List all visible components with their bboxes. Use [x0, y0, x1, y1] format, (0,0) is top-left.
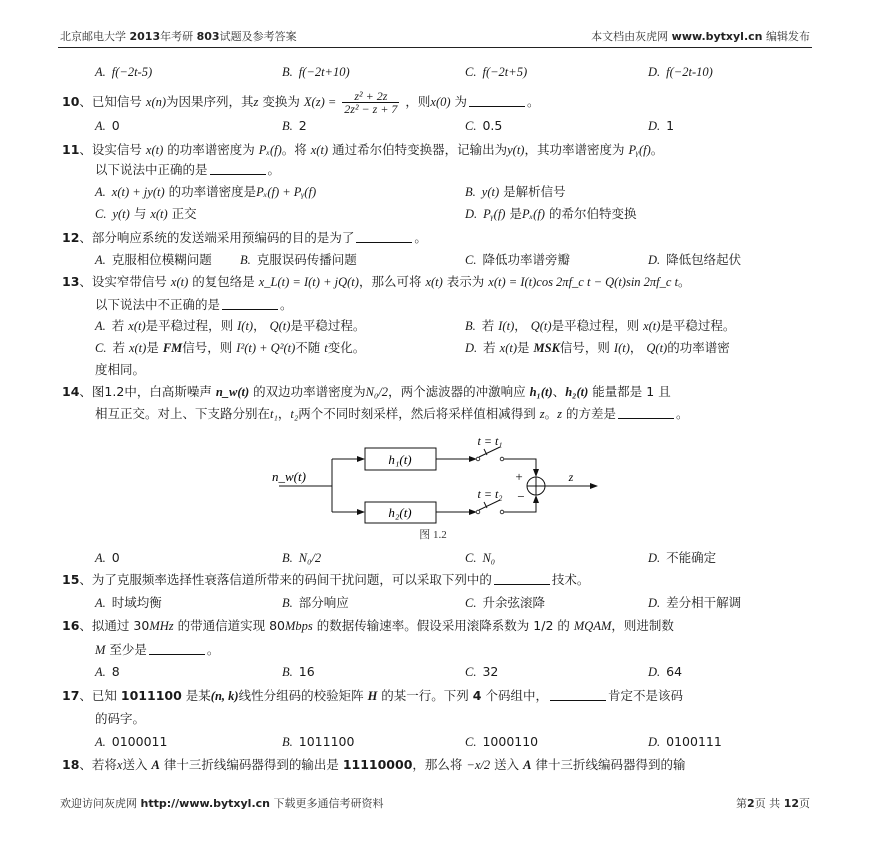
footer-url-link[interactable]: http://www.bytxyl.cn — [140, 797, 270, 810]
question-text: 送入 — [122, 757, 148, 772]
option-label: C. — [95, 207, 107, 221]
option-label: D. — [648, 596, 661, 610]
option-label: A. — [95, 596, 106, 610]
value: 4 — [472, 688, 482, 703]
question-text: 的码字。 — [95, 711, 146, 726]
question-number: 11 — [62, 142, 80, 157]
question-text: 、若将 — [79, 757, 117, 772]
option-text: 32 — [482, 664, 499, 679]
option-label: C. — [465, 735, 477, 749]
option-text: f(−2t+5) — [482, 65, 528, 79]
math-symbol: x(t) — [499, 341, 518, 355]
option-text: 0 — [111, 550, 120, 565]
value: 1/2 — [533, 618, 554, 633]
math-symbol: x(0) — [430, 95, 451, 109]
option-text: 16 — [298, 664, 315, 679]
q15-option-c — [465, 595, 545, 611]
question-text: 的复包络是 — [192, 274, 255, 289]
question-17 — [62, 688, 683, 704]
option-label: B. — [465, 185, 476, 199]
option-text: 信号，则 — [559, 340, 610, 355]
upper-switch-pivot — [476, 457, 480, 461]
question-text: 且 — [658, 384, 671, 399]
math-symbol: y(t) — [481, 185, 500, 199]
option-text: 的功率谱密 — [667, 340, 730, 355]
summer-minus-sign: − — [517, 489, 525, 504]
current-page: 2 — [747, 797, 755, 810]
option-text: 1 — [666, 118, 675, 133]
question-number: 17 — [62, 688, 80, 703]
question-text: 律十三折线编码器得到的输出是 — [163, 757, 339, 772]
option-text: 差分相干解调 — [666, 595, 742, 610]
question-18 — [62, 757, 685, 773]
option-label: D. — [465, 207, 478, 221]
question-number: 12 — [62, 230, 80, 245]
answer-blank[interactable] — [550, 688, 606, 701]
math-symbol: x(t) — [128, 319, 146, 333]
option-label: C. — [465, 119, 477, 133]
question-text: 个码组中， — [485, 688, 548, 703]
question-number: 15 — [62, 572, 80, 587]
math-symbol: n_w(t) — [215, 385, 250, 399]
question-text: 变换为 — [262, 94, 300, 109]
question-17-line-2 — [95, 711, 145, 727]
value: 80 — [269, 618, 286, 633]
output-label: z — [568, 470, 574, 484]
q15-option-b — [282, 595, 349, 611]
math-symbol: Pₓ(f) — [258, 143, 282, 157]
math-symbol: x(t) — [425, 275, 443, 289]
math-symbol: Q(t) — [269, 319, 291, 333]
option-label: B. — [282, 735, 293, 749]
question-text: 。 — [267, 162, 281, 177]
question-text: 为因果序列，其 — [166, 94, 254, 109]
code-word: 11110000 — [342, 757, 413, 772]
math-symbol: Q(t) — [646, 341, 668, 355]
option-text: 信号，则 — [182, 340, 233, 355]
option-text: ， — [253, 318, 266, 333]
option-text: 2 — [298, 118, 307, 133]
option-text: 与 — [133, 206, 147, 221]
header-exam: 年考研 — [160, 30, 194, 43]
option-label: D. — [465, 341, 478, 355]
math-symbol: MSK — [533, 341, 560, 355]
option-label: A. — [95, 253, 106, 267]
q14-option-c — [465, 550, 495, 566]
question-text: 。 — [678, 274, 691, 289]
option-label: C. — [95, 341, 107, 355]
question-text: ，两个滤波器的冲激响应 — [388, 384, 526, 399]
option-label: C. — [465, 253, 477, 267]
math-symbol: A — [523, 758, 532, 772]
option-text: 若 — [481, 318, 495, 333]
page-text: 页 — [799, 797, 810, 810]
question-text: ，那么可将 — [358, 274, 422, 289]
header-code: 803 — [196, 30, 220, 43]
question-number: 16 — [62, 618, 80, 633]
q14-option-b — [282, 550, 321, 566]
option-text: 不随 — [295, 340, 321, 355]
option-label: C. — [465, 551, 477, 565]
question-text: 、已知 — [79, 688, 117, 703]
math-symbol: t₂ — [290, 407, 299, 421]
q14-option-a — [95, 550, 120, 566]
math-symbol: z — [539, 407, 545, 421]
question-text: ，那么将 — [412, 757, 463, 772]
unit: Mbps — [285, 619, 313, 633]
option-text: N₀/2 — [298, 551, 322, 565]
question-text: 。 — [527, 94, 540, 109]
question-text: 。 — [650, 142, 664, 157]
option-text: 8 — [111, 664, 120, 679]
option-text: 是解析信号 — [503, 184, 566, 199]
option-text: 是平稳过程，则 — [145, 318, 234, 333]
question-text: ，其功率谱密度为 — [524, 142, 625, 157]
math-symbol: x(n) — [145, 95, 167, 109]
math-symbol: (n, k) — [210, 689, 239, 703]
option-text: 若 — [483, 340, 496, 355]
math-symbol: x(t) — [643, 319, 661, 333]
header-year: 2013 — [129, 30, 161, 43]
option-text: 时域均衡 — [111, 595, 162, 610]
filter-h2-label: h₂(t) — [388, 505, 412, 520]
question-16-line-2 — [95, 642, 219, 658]
question-text: 的功率谱密度为 — [167, 142, 255, 157]
footer-text: 欢迎访问灰虎网 — [60, 797, 137, 810]
option-label: A. — [95, 551, 106, 565]
math-symbol: Pᵧ(f) — [628, 143, 651, 157]
option-text: 0100011 — [111, 734, 168, 749]
math-symbol: t — [324, 341, 328, 355]
math-symbol: I(t) — [613, 341, 630, 355]
option-label: B. — [465, 319, 476, 333]
question-text: 是某 — [185, 688, 211, 703]
option-label: D. — [648, 735, 661, 749]
option-label: B. — [282, 65, 293, 79]
question-text: 为 — [454, 94, 468, 109]
question-text: 律十三折线编码器得到的输 — [535, 757, 686, 772]
option-text: 是平稳过程。 — [660, 318, 736, 333]
question-text: 1 — [646, 384, 655, 399]
question-text: ，则 — [405, 94, 431, 109]
question-text: 相互正交。对上、下支路分别在 — [95, 406, 271, 421]
question-text: 的 — [557, 618, 570, 633]
math-symbol: Pₓ(f) + Pᵧ(f) — [256, 185, 317, 199]
option-label: D. — [648, 65, 661, 79]
question-text: 的带通信道实现 — [177, 618, 266, 633]
q16-option-a — [95, 664, 120, 680]
question-text: 。 — [675, 406, 689, 421]
code-word: 1011100 — [120, 688, 182, 703]
question-text: 以下说法中不正确的是 — [95, 297, 221, 312]
question-text: 、为了克服频率选择性衰落信道所带来的码间干扰问题，可以采取下列中的 — [79, 572, 492, 587]
option-text: 是 — [517, 340, 530, 355]
question-text: 、图 — [79, 384, 105, 399]
math-symbol: h₂(t) — [565, 385, 589, 399]
header-publisher-suffix: 编辑发布 — [766, 30, 810, 43]
math-symbol: z — [557, 407, 562, 421]
math-symbol: x — [116, 758, 123, 772]
option-text: 0 — [111, 118, 120, 133]
question-text: 的数据传输速率。假设采用滚降系数为 — [316, 618, 530, 633]
option-text: ， — [629, 340, 643, 355]
math-symbol: x(t) — [170, 275, 189, 289]
option-label: B. — [282, 596, 293, 610]
lower-switch-pivot — [476, 510, 480, 514]
input-label: n_w(t) — [272, 469, 306, 484]
question-text: 、 — [552, 384, 566, 399]
math-symbol: −x/2 — [466, 758, 491, 772]
q14-option-d — [648, 550, 716, 566]
option-text: 降低包络起伏 — [666, 252, 742, 267]
lower-switch-label: t = t₂ — [477, 487, 503, 501]
option-text: f(−2t-10) — [666, 65, 713, 79]
question-number: 13 — [62, 274, 80, 289]
question-text: 。 — [414, 230, 427, 245]
footer-promo — [60, 795, 384, 811]
option-text: 64 — [666, 664, 683, 679]
option-label: B. — [282, 551, 293, 565]
q17-option-b — [282, 734, 354, 750]
q15-option-a — [95, 595, 162, 611]
option-label: A. — [95, 119, 106, 133]
page-number — [736, 795, 810, 811]
option-text: 降低功率谱旁瓣 — [482, 252, 570, 267]
math-symbol: x(t) — [310, 143, 329, 157]
page-text: 第 — [736, 797, 748, 810]
question-number: 14 — [62, 384, 80, 399]
q17-option-a — [95, 734, 167, 750]
option-text: 克服相位模糊问题 — [111, 252, 212, 267]
math-symbol: I(t) — [498, 319, 515, 333]
question-text: 、已知信号 — [79, 94, 142, 109]
question-16 — [62, 618, 674, 634]
question-text: 线性分组码的校验矩阵 — [238, 688, 364, 703]
option-label: A. — [95, 665, 106, 679]
question-text: 通过希尔伯特变换器，记输出为 — [332, 142, 508, 157]
question-text: 、部分响应系统的发送端采用预编码的目的是为了 — [79, 230, 355, 245]
header-school: 北京邮电大学 — [60, 30, 126, 43]
figure-caption: 图 1.2 — [419, 529, 447, 541]
question-text: ，则进制数 — [611, 618, 674, 633]
option-text: 是平稳过程。 — [290, 318, 366, 333]
math-symbol: H — [367, 689, 378, 703]
math-symbol: z — [253, 95, 259, 109]
question-text: 表示为 — [446, 274, 485, 289]
q17-option-c — [465, 734, 538, 750]
q16-option-c — [465, 664, 498, 680]
math-symbol: I²(t) + Q²(t) — [236, 341, 296, 355]
question-text: 以下说法中正确的是 — [95, 162, 208, 177]
math-symbol: FM — [162, 341, 183, 355]
total-pages: 12 — [783, 797, 799, 810]
option-label: D. — [648, 253, 661, 267]
option-label: C. — [465, 65, 477, 79]
option-text: 是 — [146, 340, 159, 355]
question-text: ， — [277, 406, 291, 421]
option-text: 1000110 — [482, 734, 539, 749]
math-symbol: y(t) — [507, 143, 525, 157]
q17-option-d — [648, 734, 722, 750]
unit: MHz — [149, 619, 174, 633]
question-text: 。 — [544, 406, 558, 421]
option-text: 1011100 — [298, 734, 355, 749]
math-symbol: y(t) — [112, 207, 130, 221]
question-text: 、设实窄带信号 — [79, 274, 167, 289]
option-label: A. — [95, 185, 106, 199]
option-text: 正交 — [171, 206, 197, 221]
option-text: 克服误码传播问题 — [256, 252, 357, 267]
value: 30 — [133, 618, 150, 633]
option-text: f(−2t-5) — [111, 65, 153, 79]
lower-switch-contact — [500, 510, 504, 514]
math-symbol: h₁(t) — [529, 385, 553, 399]
math-symbol: N₀/2 — [365, 385, 389, 399]
answer-blank[interactable] — [494, 572, 550, 585]
option-text: 是 — [509, 206, 522, 221]
question-text: 两个不同时刻采样，然后将采样值相减得到 — [298, 406, 536, 421]
option-label: A. — [95, 319, 106, 333]
option-text: f(−2t+10) — [298, 65, 350, 79]
math-symbol: A — [151, 758, 160, 772]
option-text: 0.5 — [482, 118, 503, 133]
option-text: 是平稳过程，则 — [551, 318, 640, 333]
header-publisher-prefix: 本文档由灰虎网 — [591, 30, 669, 43]
math-symbol: M — [95, 643, 106, 657]
option-label: D. — [648, 119, 661, 133]
math-symbol: x(t) — [150, 207, 168, 221]
math-symbol: x(t) = I(t)cos 2πf_c t − Q(t)sin 2πf_c t — [488, 275, 679, 289]
question-text: 中，白高斯噪声 — [124, 384, 212, 399]
option-label: B. — [282, 119, 293, 133]
upper-switch-label: t = t₁ — [477, 434, 503, 448]
question-text: 、设实信号 — [79, 142, 142, 157]
question-text: 、拟通过 — [79, 618, 130, 633]
option-text: 度相同。 — [95, 362, 146, 377]
question-text: 至少是 — [109, 642, 147, 657]
option-label: D. — [648, 551, 661, 565]
q15-option-d — [648, 595, 741, 611]
question-text: 。将 — [281, 142, 307, 157]
option-text: ， — [514, 318, 527, 333]
lower-switch-arm — [479, 500, 500, 510]
summer-plus-sign: + — [515, 469, 523, 484]
option-label: A. — [95, 735, 106, 749]
math-symbol: MQAM — [573, 619, 612, 633]
question-number: 18 — [62, 757, 80, 772]
footer-text: 下载更多通信考研资料 — [273, 797, 384, 810]
option-label: B. — [240, 253, 251, 267]
fraction-denominator: 2z² − z + 7 — [344, 102, 398, 116]
math-symbol: x(t) + jy(t) — [111, 185, 165, 199]
question-text: 。 — [206, 642, 220, 657]
option-text: 若 — [112, 340, 125, 355]
option-text: N₀ — [482, 551, 496, 565]
option-text: 不能确定 — [666, 550, 717, 565]
q16-option-d — [648, 664, 682, 680]
page-text: 页 共 — [754, 797, 781, 810]
question-text: 肯定不是该码 — [608, 688, 684, 703]
option-label: A. — [95, 65, 106, 79]
option-text: 的希尔伯特变换 — [548, 206, 637, 221]
option-text: 变化。 — [327, 340, 366, 355]
option-label: D. — [648, 665, 661, 679]
math-symbol: X(z) = — [303, 95, 337, 109]
answer-blank[interactable] — [149, 642, 205, 655]
question-text: 的双边功率谱密度为 — [253, 384, 366, 399]
upper-switch-contact — [500, 457, 504, 461]
figure-reference: 1.2 — [104, 384, 125, 399]
question-text: 。 — [280, 297, 293, 312]
upper-switch-arm — [479, 447, 500, 457]
filter-h1-label: h₁(t) — [388, 452, 412, 467]
option-text: 若 — [111, 318, 125, 333]
option-text: 部分响应 — [298, 595, 349, 610]
math-symbol: Pᵧ(f) — [483, 207, 506, 221]
math-symbol: Q(t) — [530, 319, 552, 333]
math-symbol: x(t) — [145, 143, 164, 157]
math-symbol: x_L(t) = I(t) + jQ(t) — [258, 275, 359, 289]
math-symbol: t₁ — [270, 407, 278, 421]
header-suffix: 试题及参考答案 — [219, 30, 297, 43]
option-text: 的功率谱密度是 — [168, 184, 257, 199]
option-label: C. — [465, 665, 477, 679]
question-text: 送入 — [494, 757, 520, 772]
question-number: 10 — [62, 94, 80, 109]
question-text: 能量都是 — [592, 384, 643, 399]
header-site-link[interactable]: www.bytxyl.cn — [671, 30, 763, 43]
option-text: 升余弦滚降 — [482, 595, 545, 610]
q16-option-b — [282, 664, 315, 680]
question-text: 的某一行。下列 — [381, 688, 469, 703]
fraction-numerator: z² + 2z — [342, 90, 399, 103]
question-text: 技术。 — [551, 572, 590, 587]
math-symbol: x(t) — [128, 341, 147, 355]
option-text: 0100111 — [666, 734, 722, 749]
option-label: B. — [282, 665, 293, 679]
question-15 — [62, 572, 589, 588]
question-text: 的方差是 — [565, 406, 616, 421]
math-symbol: I(t) — [237, 319, 254, 333]
math-symbol: Pₓ(f) — [521, 207, 545, 221]
option-label: C. — [465, 596, 477, 610]
